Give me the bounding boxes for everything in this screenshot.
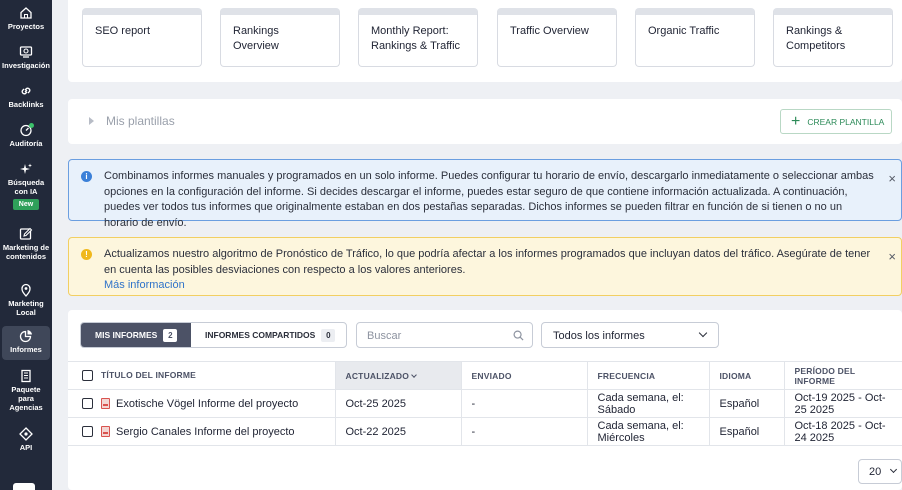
sidebar-item-informes[interactable] <box>2 326 50 360</box>
report-title-cell <box>68 418 335 446</box>
home-icon <box>19 6 33 20</box>
more-info-link[interactable]: Más información <box>104 279 185 291</box>
column-header-period[interactable] <box>784 362 902 390</box>
report-title-link[interactable]: Exotische Vögel Informe del proyecto <box>116 397 299 410</box>
sent-cell: - <box>461 390 587 418</box>
info-icon: i <box>81 171 92 182</box>
search-input[interactable] <box>356 322 533 348</box>
sent-cell: - <box>461 418 587 446</box>
reports-tabs <box>80 322 347 348</box>
search-placeholder: Buscar <box>367 330 402 342</box>
sidebar-item-api[interactable] <box>0 427 52 452</box>
period-cell: Oct-18 2025 - Oct-24 2025 <box>784 418 902 446</box>
sidebar-item-label: Marketing Local <box>8 299 44 317</box>
sidebar-item-marketing-contenidos[interactable] <box>0 227 52 261</box>
sidebar-footer-button[interactable] <box>13 483 35 490</box>
row-checkbox[interactable] <box>82 398 93 409</box>
caret-right-icon[interactable] <box>89 117 94 125</box>
sidebar-item-label: Búsqueda con IA <box>7 178 45 196</box>
link-icon <box>19 84 33 98</box>
sidebar-item-label: Auditoría <box>9 139 43 148</box>
column-header-label: ENVIADO <box>471 370 512 381</box>
page-size-select[interactable] <box>858 459 902 484</box>
select-all-checkbox[interactable] <box>82 370 93 381</box>
report-title-link[interactable]: Sergio Canales Informe del proyecto <box>116 425 295 438</box>
sidebar-item-label: Informes <box>10 345 42 354</box>
column-header-language[interactable] <box>709 362 784 390</box>
sidebar-item-paquete-agencias[interactable] <box>0 369 52 412</box>
warning-icon: ! <box>81 249 92 260</box>
template-card[interactable]: SEO report <box>82 8 202 67</box>
template-card[interactable]: Monthly Report: Rankings & Traffic <box>358 8 478 67</box>
count-badge: 0 <box>321 329 335 342</box>
table-row[interactable] <box>68 390 902 418</box>
notification-dot <box>29 123 34 128</box>
tab-informes-compartidos[interactable] <box>191 323 346 347</box>
close-icon[interactable]: × <box>888 249 896 264</box>
api-icon <box>19 427 33 441</box>
edit-icon <box>19 227 33 241</box>
ai-sparkle-icon <box>19 162 33 176</box>
table-header-row <box>68 362 902 390</box>
warning-banner <box>68 237 902 296</box>
search-icon <box>513 330 524 341</box>
info-banner-text: Combinamos informes manuales y programados en un solo informe. Puedes configurar tu horario de envío, descargarlo inmediatamente o seleccionar ambas opciones en la configuración del informe. Si decides descargar el informe, puedes estar seguro de que contiene información actualizada. A continuación, puedes ver todos tus informes que originalmente estaban en dos pestañas separadas. Dichos informes se pueden filtrar en función de si tienen o no un horario de envío. <box>104 170 874 229</box>
column-header-label: ACTUALIZADO <box>345 370 410 381</box>
location-pin-icon <box>19 283 33 297</box>
pdf-icon <box>101 398 110 409</box>
plus-icon: + <box>791 112 801 130</box>
sidebar-item-label: Backlinks <box>8 100 44 109</box>
report-templates-panel <box>68 0 902 82</box>
chevron-down-icon <box>890 466 897 473</box>
frequency-cell: Cada semana, el: Miércoles <box>587 418 709 446</box>
pdf-icon <box>101 426 110 437</box>
column-header-label: FRECUENCIA <box>597 370 656 381</box>
reports-panel <box>68 310 902 490</box>
sidebar-item-busqueda-ia[interactable] <box>0 162 52 210</box>
count-badge: 2 <box>163 329 177 342</box>
sidebar-item-marketing-local[interactable] <box>0 283 52 317</box>
sidebar <box>0 0 52 490</box>
sidebar-item-label: Paquete para Agencias <box>9 385 43 412</box>
column-header-sent[interactable] <box>461 362 587 390</box>
template-card[interactable]: Traffic Overview <box>497 8 617 67</box>
column-header-updated[interactable] <box>335 362 461 390</box>
page-size-value: 20 <box>869 466 882 478</box>
column-header-title[interactable] <box>68 362 335 390</box>
agency-icon <box>19 369 33 383</box>
report-filter-value: Todos los informes <box>553 330 645 342</box>
sidebar-item-proyectos[interactable] <box>0 6 52 31</box>
info-banner <box>68 159 902 229</box>
frequency-cell: Cada semana, el: Sábado <box>587 390 709 418</box>
updated-cell: Oct-22 2025 <box>335 418 461 446</box>
column-header-label: TÍTULO DEL INFORME <box>101 369 197 380</box>
sidebar-item-label: API <box>19 443 33 452</box>
sidebar-item-label: Investigación <box>2 61 50 70</box>
updated-cell: Oct-25 2025 <box>335 390 461 418</box>
warning-banner-text: Actualizamos nuestro algoritmo de Pronóstico de Tráfico, lo que podría afectar a los informes programados que incluyan datos del tráfico. Asegúrate de tener en cuenta las posibles desviaciones con respecto a los valores anteriores. <box>104 248 871 276</box>
sidebar-item-investigacion[interactable] <box>0 45 52 70</box>
sidebar-item-label: Marketing de contenidos <box>2 243 50 261</box>
sidebar-item-label: Proyectos <box>7 22 45 31</box>
sidebar-item-backlinks[interactable] <box>0 84 52 109</box>
tab-label: INFORMES COMPARTIDOS <box>205 330 316 340</box>
table-row[interactable] <box>68 418 902 446</box>
research-icon <box>19 45 33 59</box>
my-templates-toggle[interactable]: Mis plantillas <box>106 114 175 128</box>
tab-label: MIS INFORMES <box>95 330 158 340</box>
column-header-label: IDIOMA <box>719 370 752 381</box>
my-templates-bar <box>68 99 902 144</box>
chevron-down-icon <box>699 329 707 337</box>
row-checkbox[interactable] <box>82 426 93 437</box>
reports-table <box>68 361 902 446</box>
column-header-frequency[interactable] <box>587 362 709 390</box>
report-filter-select[interactable] <box>541 322 719 348</box>
sidebar-item-auditoria[interactable] <box>0 123 52 148</box>
period-cell: Oct-19 2025 - Oct-25 2025 <box>784 390 902 418</box>
template-card[interactable]: Rankings Overview <box>220 8 340 67</box>
close-icon[interactable]: × <box>888 171 896 186</box>
create-template-label: CREAR PLANTILLA <box>807 116 885 127</box>
template-card[interactable]: Organic Traffic <box>635 8 755 67</box>
tab-mis-informes[interactable] <box>81 323 191 347</box>
template-card[interactable]: Rankings & Competitors <box>773 8 893 67</box>
language-cell: Español <box>709 390 784 418</box>
new-badge: New <box>13 199 39 210</box>
pie-chart-icon <box>19 329 33 343</box>
report-title-cell <box>68 390 335 418</box>
language-cell: Español <box>709 418 784 446</box>
sort-desc-icon <box>411 372 417 378</box>
column-header-label: PERÍODO DEL INFORME <box>794 365 856 386</box>
create-template-button[interactable] <box>780 109 892 134</box>
